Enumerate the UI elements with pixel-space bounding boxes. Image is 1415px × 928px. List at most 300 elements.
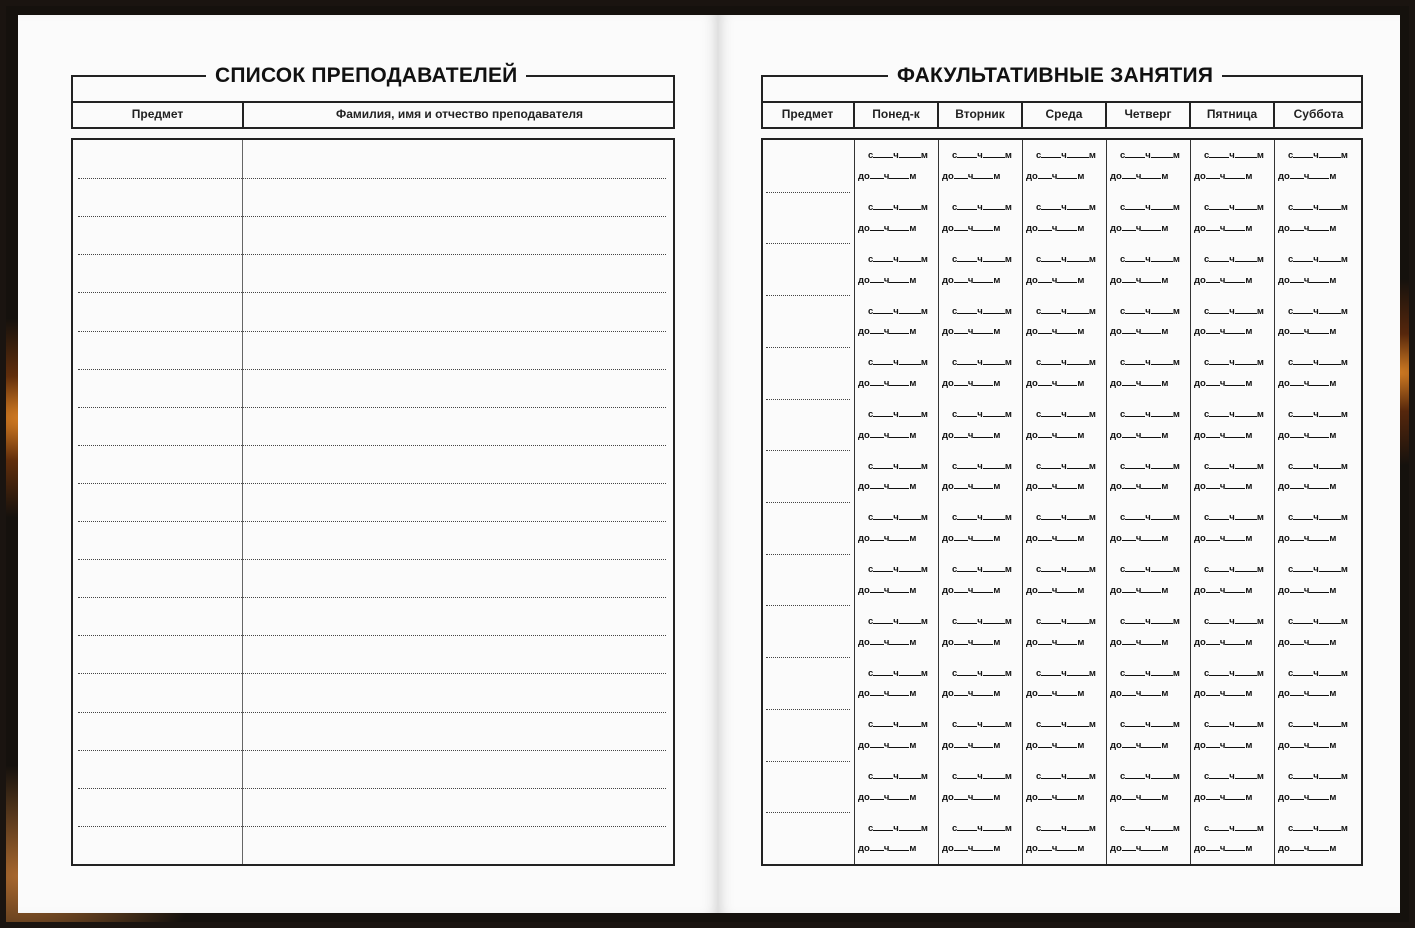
time-to-slot[interactable]: [942, 324, 1018, 338]
hour-unit: ч: [967, 223, 974, 234]
time-to-slot[interactable]: [858, 479, 934, 493]
minute-blank: [889, 273, 909, 283]
time-from-slot[interactable]: [1278, 821, 1359, 835]
hour-unit: ч: [893, 306, 899, 317]
time-from-slot[interactable]: [1278, 510, 1359, 524]
time-to-slot[interactable]: [1278, 738, 1359, 752]
time-from-slot[interactable]: [942, 148, 1018, 162]
hour-unit: ч: [1135, 585, 1142, 596]
time-from-slot[interactable]: [1278, 614, 1359, 628]
time-from-slot[interactable]: [942, 407, 1018, 421]
time-from-slot[interactable]: [858, 562, 934, 576]
time-to-slot[interactable]: [942, 479, 1018, 493]
time-to-slot[interactable]: [1278, 324, 1359, 338]
hour-unit: ч: [1051, 585, 1058, 596]
time-to-slot[interactable]: [942, 841, 1018, 855]
hour-unit: ч: [977, 564, 983, 575]
hour-blank: [873, 769, 893, 779]
time-from-slot[interactable]: [858, 252, 934, 266]
minute-unit: м: [1256, 616, 1264, 627]
time-from-slot[interactable]: [1026, 407, 1102, 421]
slot-prefix: с: [1036, 668, 1042, 679]
time-to-slot[interactable]: [1110, 583, 1186, 597]
minute-blank: [1319, 821, 1341, 831]
time-from-slot[interactable]: [1026, 614, 1102, 628]
time-to-slot[interactable]: [858, 790, 934, 804]
time-from-slot[interactable]: [1110, 355, 1186, 369]
time-from-slot[interactable]: [1110, 252, 1186, 266]
time-from-slot[interactable]: [1110, 666, 1186, 680]
minute-blank: [1151, 717, 1173, 727]
hour-unit: ч: [1051, 637, 1058, 648]
hour-blank: [1206, 169, 1220, 179]
hour-unit: ч: [967, 585, 974, 596]
time-to-slot[interactable]: [1194, 531, 1270, 545]
minute-unit: м: [1172, 512, 1180, 523]
hour-unit: ч: [1051, 430, 1058, 441]
hour-blank: [1041, 304, 1061, 314]
minute-unit: м: [993, 378, 1001, 389]
time-from-slot[interactable]: [942, 304, 1018, 318]
hour-unit: ч: [977, 150, 983, 161]
slot-prefix: с: [868, 512, 874, 523]
time-to-slot[interactable]: [1110, 531, 1186, 545]
time-from-slot[interactable]: [858, 717, 934, 731]
hour-blank: [1206, 583, 1220, 593]
header-column-divider: [937, 102, 939, 128]
time-to-slot[interactable]: [858, 531, 934, 545]
time-to-slot[interactable]: [858, 428, 934, 442]
time-to-slot[interactable]: [1110, 428, 1186, 442]
time-to-slot[interactable]: [1026, 635, 1102, 649]
hour-blank: [1122, 273, 1136, 283]
time-from-slot[interactable]: [858, 459, 934, 473]
time-to-slot[interactable]: [1278, 635, 1359, 649]
minute-unit: м: [1161, 792, 1169, 803]
hour-blank: [1122, 479, 1136, 489]
time-from-slot[interactable]: [1026, 510, 1102, 524]
hour-unit: ч: [893, 564, 899, 575]
hour-blank: [1293, 666, 1313, 676]
time-to-slot[interactable]: [1194, 686, 1270, 700]
minute-blank: [1309, 221, 1329, 231]
time-to-slot[interactable]: [942, 169, 1018, 183]
teacher-row-line: [78, 826, 666, 827]
time-from-slot[interactable]: [1278, 717, 1359, 731]
hour-unit: ч: [1061, 357, 1067, 368]
time-from-slot[interactable]: [858, 407, 934, 421]
minute-unit: м: [1172, 823, 1180, 834]
time-from-slot[interactable]: [1194, 252, 1270, 266]
time-from-slot[interactable]: [942, 252, 1018, 266]
slot-prefix: до: [1194, 792, 1206, 803]
time-from-slot[interactable]: [858, 769, 934, 783]
minute-unit: м: [1340, 254, 1348, 265]
time-from-slot[interactable]: [1194, 562, 1270, 576]
minute-unit: м: [1340, 512, 1348, 523]
time-to-slot[interactable]: [1026, 428, 1102, 442]
slot-prefix: до: [1278, 326, 1290, 337]
minute-unit: м: [1340, 357, 1348, 368]
time-to-slot[interactable]: [942, 273, 1018, 287]
time-to-slot[interactable]: [858, 169, 934, 183]
time-to-slot[interactable]: [942, 221, 1018, 235]
time-from-slot[interactable]: [1110, 459, 1186, 473]
time-from-slot[interactable]: [1110, 510, 1186, 524]
time-to-slot[interactable]: [1194, 376, 1270, 390]
time-to-slot[interactable]: [1278, 583, 1359, 597]
time-to-slot[interactable]: [1278, 376, 1359, 390]
time-from-slot[interactable]: [1194, 614, 1270, 628]
time-from-slot[interactable]: [1026, 200, 1102, 214]
time-from-slot[interactable]: [1194, 769, 1270, 783]
minute-blank: [899, 459, 921, 469]
time-from-slot[interactable]: [942, 769, 1018, 783]
time-from-slot[interactable]: [858, 355, 934, 369]
hour-unit: ч: [977, 461, 983, 472]
time-to-slot[interactable]: [1026, 273, 1102, 287]
minute-blank: [1319, 717, 1341, 727]
time-from-slot[interactable]: [1110, 614, 1186, 628]
time-from-slot[interactable]: [1026, 666, 1102, 680]
minute-blank: [1057, 479, 1077, 489]
time-from-slot[interactable]: [1278, 355, 1359, 369]
time-from-slot[interactable]: [1110, 200, 1186, 214]
hour-blank: [1290, 635, 1304, 645]
minute-blank: [889, 324, 909, 334]
hour-unit: ч: [1145, 512, 1151, 523]
minute-blank: [1057, 790, 1077, 800]
minute-blank: [1235, 821, 1257, 831]
time-from-slot[interactable]: [1194, 666, 1270, 680]
time-to-slot[interactable]: [1110, 273, 1186, 287]
slot-prefix: с: [1288, 823, 1294, 834]
slot-prefix: с: [1120, 668, 1126, 679]
time-from-slot[interactable]: [1278, 304, 1359, 318]
minute-unit: м: [1077, 533, 1085, 544]
time-from-slot[interactable]: [1194, 407, 1270, 421]
time-from-slot[interactable]: [858, 304, 934, 318]
time-to-slot[interactable]: [1026, 686, 1102, 700]
hour-blank: [954, 583, 968, 593]
time-from-slot[interactable]: [858, 666, 934, 680]
slot-prefix: до: [1194, 688, 1206, 699]
time-to-slot[interactable]: [1194, 221, 1270, 235]
time-from-slot[interactable]: [1194, 821, 1270, 835]
time-to-slot[interactable]: [1026, 583, 1102, 597]
slot-prefix: с: [868, 254, 874, 265]
time-from-slot[interactable]: [1194, 355, 1270, 369]
hour-unit: ч: [1229, 616, 1235, 627]
time-to-slot[interactable]: [1278, 273, 1359, 287]
time-to-slot[interactable]: [1026, 738, 1102, 752]
hour-blank: [1038, 221, 1052, 231]
hour-blank: [954, 738, 968, 748]
minute-blank: [1067, 717, 1089, 727]
time-from-slot[interactable]: [1026, 148, 1102, 162]
time-from-slot[interactable]: [858, 200, 934, 214]
minute-blank: [973, 841, 993, 851]
time-to-slot[interactable]: [1278, 479, 1359, 493]
time-to-slot[interactable]: [1026, 531, 1102, 545]
slot-prefix: до: [858, 585, 870, 596]
time-to-slot[interactable]: [1110, 479, 1186, 493]
time-to-slot[interactable]: [1026, 324, 1102, 338]
time-to-slot[interactable]: [1278, 841, 1359, 855]
time-from-slot[interactable]: [1278, 252, 1359, 266]
time-to-slot[interactable]: [1278, 428, 1359, 442]
time-to-slot[interactable]: [1110, 376, 1186, 390]
minute-blank: [1309, 479, 1329, 489]
time-from-slot[interactable]: [1026, 562, 1102, 576]
time-to-slot[interactable]: [1278, 221, 1359, 235]
time-from-slot[interactable]: [1278, 200, 1359, 214]
minute-blank: [1067, 614, 1089, 624]
minute-blank: [1309, 635, 1329, 645]
time-to-slot[interactable]: [858, 686, 934, 700]
hour-unit: ч: [1219, 740, 1226, 751]
minute-blank: [1225, 531, 1245, 541]
time-from-slot[interactable]: [858, 148, 934, 162]
hour-unit: ч: [893, 202, 899, 213]
slot-prefix: с: [1204, 461, 1210, 472]
time-from-slot[interactable]: [1026, 769, 1102, 783]
hour-blank: [1125, 769, 1145, 779]
time-to-slot[interactable]: [942, 790, 1018, 804]
teacher-row-line: [78, 597, 666, 598]
minute-blank: [973, 324, 993, 334]
slot-prefix: до: [1026, 223, 1038, 234]
time-to-slot[interactable]: [942, 635, 1018, 649]
time-to-slot[interactable]: [1026, 479, 1102, 493]
hour-blank: [1122, 324, 1136, 334]
hour-blank: [1293, 459, 1313, 469]
time-to-slot[interactable]: [1194, 273, 1270, 287]
time-to-slot[interactable]: [1110, 738, 1186, 752]
time-from-slot[interactable]: [1026, 252, 1102, 266]
time-to-slot[interactable]: [942, 583, 1018, 597]
time-to-slot[interactable]: [858, 635, 934, 649]
teacher-row-line: [78, 673, 666, 674]
time-to-slot[interactable]: [1194, 841, 1270, 855]
time-from-slot[interactable]: [1110, 304, 1186, 318]
minute-unit: м: [1172, 668, 1180, 679]
time-from-slot[interactable]: [1194, 304, 1270, 318]
time-to-slot[interactable]: [942, 376, 1018, 390]
minute-blank: [973, 221, 993, 231]
hour-blank: [1041, 407, 1061, 417]
time-to-slot[interactable]: [1278, 169, 1359, 183]
minute-blank: [1141, 790, 1161, 800]
minute-unit: м: [993, 481, 1001, 492]
time-to-slot[interactable]: [858, 221, 934, 235]
time-to-slot[interactable]: [858, 583, 934, 597]
slot-prefix: с: [952, 668, 958, 679]
time-from-slot[interactable]: [1278, 407, 1359, 421]
minute-blank: [1235, 407, 1257, 417]
hour-blank: [954, 635, 968, 645]
time-from-slot[interactable]: [1194, 510, 1270, 524]
slot-prefix: с: [1204, 357, 1210, 368]
time-to-slot[interactable]: [1110, 169, 1186, 183]
time-to-slot[interactable]: [942, 428, 1018, 442]
hour-blank: [1041, 717, 1061, 727]
time-from-slot[interactable]: [858, 614, 934, 628]
time-to-slot[interactable]: [858, 376, 934, 390]
time-from-slot[interactable]: [1194, 200, 1270, 214]
time-to-slot[interactable]: [1278, 531, 1359, 545]
time-from-slot[interactable]: [1278, 769, 1359, 783]
time-from-slot[interactable]: [942, 562, 1018, 576]
time-from-slot[interactable]: [1194, 717, 1270, 731]
hour-blank: [1290, 376, 1304, 386]
minute-blank: [973, 738, 993, 748]
minute-blank: [1319, 304, 1341, 314]
time-from-slot[interactable]: [1278, 148, 1359, 162]
minute-blank: [973, 583, 993, 593]
minute-unit: м: [1256, 150, 1264, 161]
slot-prefix: с: [1120, 409, 1126, 420]
minute-blank: [1151, 614, 1173, 624]
time-to-slot[interactable]: [858, 738, 934, 752]
hour-blank: [954, 531, 968, 541]
slot-prefix: до: [1110, 637, 1122, 648]
hour-blank: [1122, 841, 1136, 851]
hour-unit: ч: [1303, 223, 1310, 234]
header-teacher-name: Фамилия, имя и отчество преподавателя: [336, 107, 583, 121]
time-to-slot[interactable]: [1110, 686, 1186, 700]
hour-unit: ч: [1061, 564, 1067, 575]
subject-row-line: [766, 554, 850, 555]
time-from-slot[interactable]: [942, 717, 1018, 731]
time-to-slot[interactable]: [1110, 324, 1186, 338]
time-from-slot[interactable]: [942, 459, 1018, 473]
time-from-slot[interactable]: [942, 355, 1018, 369]
hour-unit: ч: [1313, 306, 1319, 317]
time-from-slot[interactable]: [1278, 459, 1359, 473]
minute-unit: м: [1004, 306, 1012, 317]
time-from-slot[interactable]: [1194, 148, 1270, 162]
minute-blank: [1057, 428, 1077, 438]
time-to-slot[interactable]: [1110, 841, 1186, 855]
time-from-slot[interactable]: [1110, 148, 1186, 162]
time-to-slot[interactable]: [1194, 738, 1270, 752]
time-from-slot[interactable]: [1026, 821, 1102, 835]
time-to-slot[interactable]: [1194, 479, 1270, 493]
minute-blank: [1067, 562, 1089, 572]
time-from-slot[interactable]: [942, 200, 1018, 214]
time-from-slot[interactable]: [942, 666, 1018, 680]
time-to-slot[interactable]: [1194, 583, 1270, 597]
hour-blank: [1209, 252, 1229, 262]
time-from-slot[interactable]: [1110, 407, 1186, 421]
minute-blank: [1235, 769, 1257, 779]
time-to-slot[interactable]: [1278, 686, 1359, 700]
hour-blank: [1038, 738, 1052, 748]
time-from-slot[interactable]: [1026, 355, 1102, 369]
hour-unit: ч: [1135, 792, 1142, 803]
time-to-slot[interactable]: [1110, 635, 1186, 649]
time-to-slot[interactable]: [1026, 169, 1102, 183]
time-to-slot[interactable]: [1194, 790, 1270, 804]
hour-blank: [870, 221, 884, 231]
time-to-slot[interactable]: [1110, 790, 1186, 804]
minute-blank: [1319, 148, 1341, 158]
minute-unit: м: [1256, 512, 1264, 523]
time-from-slot[interactable]: [858, 821, 934, 835]
time-to-slot[interactable]: [1110, 221, 1186, 235]
slot-prefix: до: [1194, 585, 1206, 596]
time-from-slot[interactable]: [942, 821, 1018, 835]
minute-unit: м: [993, 637, 1001, 648]
minute-unit: м: [1329, 843, 1337, 854]
time-to-slot[interactable]: [858, 324, 934, 338]
minute-blank: [983, 200, 1005, 210]
slot-prefix: до: [858, 740, 870, 751]
time-to-slot[interactable]: [1026, 790, 1102, 804]
time-from-slot[interactable]: [1194, 459, 1270, 473]
time-from-slot[interactable]: [942, 510, 1018, 524]
time-to-slot[interactable]: [1026, 376, 1102, 390]
minute-unit: м: [1329, 275, 1337, 286]
time-from-slot[interactable]: [1278, 666, 1359, 680]
time-from-slot[interactable]: [1026, 304, 1102, 318]
slot-prefix: с: [868, 771, 874, 782]
hour-unit: ч: [1051, 171, 1058, 182]
time-from-slot[interactable]: [1110, 562, 1186, 576]
time-to-slot[interactable]: [1194, 324, 1270, 338]
slot-prefix: с: [868, 150, 874, 161]
header-day: Среда: [1045, 107, 1083, 121]
time-to-slot[interactable]: [1194, 169, 1270, 183]
slot-prefix: с: [952, 254, 958, 265]
time-to-slot[interactable]: [942, 686, 1018, 700]
minute-unit: м: [920, 616, 928, 627]
slot-prefix: до: [858, 430, 870, 441]
time-from-slot[interactable]: [1110, 821, 1186, 835]
time-to-slot[interactable]: [1194, 635, 1270, 649]
slot-prefix: с: [868, 719, 874, 730]
hour-blank: [873, 252, 893, 262]
time-to-slot[interactable]: [1194, 428, 1270, 442]
time-to-slot[interactable]: [1026, 221, 1102, 235]
slot-prefix: до: [1278, 223, 1290, 234]
slot-prefix: с: [952, 357, 958, 368]
time-to-slot[interactable]: [1026, 841, 1102, 855]
slot-prefix: с: [868, 461, 874, 472]
time-to-slot[interactable]: [1278, 790, 1359, 804]
time-to-slot[interactable]: [942, 738, 1018, 752]
minute-blank: [1067, 666, 1089, 676]
minute-unit: м: [920, 357, 928, 368]
time-from-slot[interactable]: [1278, 562, 1359, 576]
minute-blank: [1151, 562, 1173, 572]
time-to-slot[interactable]: [858, 841, 934, 855]
time-from-slot[interactable]: [942, 614, 1018, 628]
hour-unit: ч: [1229, 719, 1235, 730]
time-to-slot[interactable]: [858, 273, 934, 287]
slot-prefix: с: [1288, 254, 1294, 265]
time-from-slot[interactable]: [858, 510, 934, 524]
time-from-slot[interactable]: [1026, 717, 1102, 731]
time-from-slot[interactable]: [1110, 717, 1186, 731]
hour-blank: [1290, 479, 1304, 489]
time-from-slot[interactable]: [1026, 459, 1102, 473]
minute-unit: м: [1004, 202, 1012, 213]
time-to-slot[interactable]: [942, 531, 1018, 545]
minute-blank: [1235, 252, 1257, 262]
time-from-slot[interactable]: [1110, 769, 1186, 783]
